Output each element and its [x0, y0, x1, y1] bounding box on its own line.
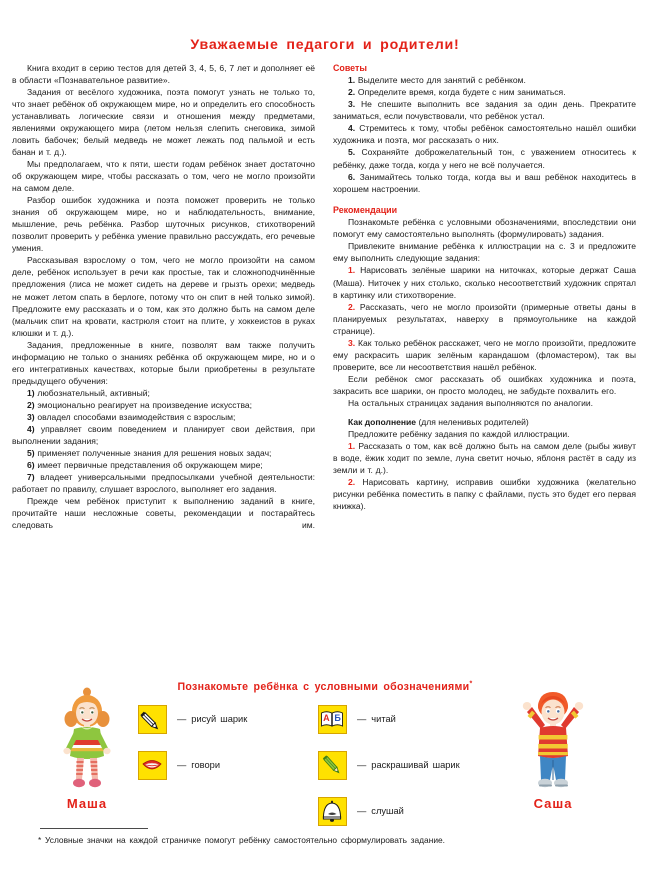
right-column	[333, 62, 636, 513]
legend-text: слушай	[371, 806, 404, 816]
sovety-item	[333, 122, 636, 146]
sovety-item-text: Занимайтесь только тогда, когда вы и ваш ребёнок находитесь в хорошем настроении.	[333, 171, 636, 194]
footnote-text: Условные значки на каждой страничке помогут ребёнку самостоятельно сформулировать задание.	[41, 835, 446, 845]
legend-dash: —	[357, 714, 367, 724]
legend-group-left	[138, 696, 247, 788]
list-item-number: 4)	[27, 424, 35, 435]
paragraph: Познакомьте ребёнка с условными обозначениями, впоследствии они помогут ему самостоятельно выполнять (формулировать) задания.	[333, 217, 636, 240]
legend-text: раскрашивай шарик	[371, 760, 460, 770]
footnote-marker: *	[469, 680, 473, 688]
list-item	[12, 447, 315, 459]
list-item-number: 1)	[27, 387, 35, 398]
sovety-item	[333, 146, 636, 170]
paragraph: Мы предполагаем, что к пяти, шести годам ребёнок знает достаточно об окружающем мире, чтобы рассказать о том, чего не могло произойти на самом деле.	[12, 158, 315, 194]
dopolnenie-item-number: 2.	[348, 477, 356, 488]
two-column-body	[0, 62, 650, 532]
sovety-item-number: 6.	[348, 171, 356, 182]
legend-label	[357, 806, 404, 816]
sovety-item-number: 2.	[348, 87, 356, 98]
sovety-item	[333, 74, 636, 86]
girl-character	[50, 686, 124, 794]
list-item-text: применяет полученные знания для решения новых задач;	[37, 448, 272, 459]
rekomendacii-item-number: 2.	[348, 301, 356, 312]
rekomendacii-item	[333, 337, 636, 373]
rekomendacii-item-number: 3.	[348, 337, 356, 348]
boy-character	[511, 686, 595, 794]
paragraph: Книга входит в серию тестов для детей 3, 4, 5, 6, 7 лет и дополняет её в области «Познавательное развитие».	[12, 62, 315, 85]
left-column	[12, 62, 315, 532]
footnote-rule	[40, 828, 148, 829]
footnote	[38, 835, 618, 845]
sovety-item-number: 5.	[348, 147, 356, 158]
list-item	[12, 459, 315, 471]
character-sasha	[498, 686, 608, 811]
footnote-asterisk: *	[38, 835, 42, 845]
legend-row	[138, 742, 247, 788]
character-masha	[32, 686, 142, 811]
list-item-text: управляет своим поведением и планирует свои действия, при выполнении задания;	[12, 424, 315, 447]
bell-icon	[318, 797, 347, 826]
rekomendacii-item-text: Нарисовать зелёные шарики на ниточках, которые держат Саша (Маша). Ниточек у них столько, сколько несоответствий художник спрятал в картинку или стихотворение.	[333, 265, 636, 300]
sovety-item	[333, 171, 636, 195]
paragraph: Рассказывая взрослому о том, чего не могло произойти на самом деле, ребёнок использует в речи как простые, так и сложноподчинённые предложения (лиса не может сидеть на дереве и грызть орехи; медведь не может летом спать в берлоге, потому что он спит в ней только зимой). Предложите ему рассказать и о том, как это должно быть на самом деле (мальчик спит на кровати, кастрюля стоит на плите, у хоккеистов в руках клюшки и т. д.).	[12, 255, 315, 338]
dopolnenie-item	[333, 440, 636, 476]
character-name-masha: Маша	[66, 796, 108, 811]
rekomendacii-item	[333, 264, 636, 300]
legend-dash: —	[357, 760, 367, 770]
dopolnenie-item	[333, 476, 636, 512]
svg-text:А: А	[323, 712, 330, 723]
legend-label	[357, 714, 396, 724]
legend-text: читай	[371, 714, 396, 724]
character-name-sasha: Саша	[533, 796, 573, 811]
sovety-item-text: Сохраняйте доброжелательный тон, с уважением относитесь к ребёнку, даже тогда, когда у него не всё получается.	[333, 147, 636, 170]
dopolnenie-item-text: Рассказать о том, как всё должно быть на самом деле (рыбы живут в воде, ёжик ходит по земле, луна светит ночью, яблоня растёт в саду из земли и т. д.).	[333, 441, 637, 476]
list-item	[12, 471, 315, 495]
dopolnenie-heading: Как дополнение	[348, 417, 417, 428]
paragraph: Предложите ребёнку задания по каждой иллюстрации.	[348, 429, 570, 440]
paragraph: Задания, предложенные в книге, позволят вам также получить информацию не только о знаниях ребёнка об окружающем мире, но и о его интегративных качествах, которые были приобретены в результате предыдущего обучения:	[12, 339, 315, 386]
rekomendacii-item-text: Рассказать, чего не могло произойти (примерные ответы даны в планируемых результатах, наверху в прямоугольнике на каждой странице).	[333, 301, 636, 336]
rekomendacii-heading: Рекомендации	[333, 204, 398, 215]
open-book-icon	[318, 705, 347, 734]
page-title: Уважаемые педагоги и родители!	[190, 37, 460, 53]
sovety-item-number: 4.	[348, 123, 356, 134]
rekomendacii-item-text: Как только ребёнок расскажет, чего не могло произойти, предложите ему раскрасить шарик зелёным карандашом (фломастером), так вы проверите, все ли несоответствия нашёл ребёнок.	[333, 337, 637, 372]
sovety-item	[333, 98, 636, 122]
paragraph: На остальных страницах задания выполняются по аналогии.	[348, 397, 594, 408]
list-item-text: имеет первичные представления об окружающем мире;	[37, 460, 263, 471]
sovety-item-text: Выделите место для занятий с ребёнком.	[357, 75, 526, 86]
sovety-item	[333, 86, 636, 98]
dopolnenie-heading-line	[333, 416, 636, 428]
list-item-text: эмоционально реагирует на произведение искусства;	[37, 399, 253, 410]
rekomendacii-item	[333, 301, 636, 337]
legend-group-right	[318, 696, 460, 834]
sovety-item-text: Стремитесь к тому, чтобы ребёнок самостоятельно нашёл ошибки художника и поэта, мог рассказать о них.	[333, 123, 636, 146]
closing-paragraph: Прежде чем ребёнок приступит к выполнению заданий в книге, прочитайте наши несложные советы, рекомендации и постарайтесь следовать им.	[12, 496, 315, 531]
sovety-item-text: Не спешите выполнить все задания за один день. Прекратите заниматься, если почувствовали, что ребёнок устал.	[333, 99, 636, 122]
dopolnenie-item-number: 1.	[348, 441, 356, 452]
dopolnenie-heading-note: (для неленивых родителей)	[418, 417, 529, 428]
mouth-icon	[138, 751, 167, 780]
legend-label	[177, 760, 220, 770]
legend-label	[177, 714, 247, 724]
paragraph: Задания от весёлого художника, поэта помогут узнать не только то, что знает ребёнок об окружающем мире, но и определить его способность устанавливать логические связи и отношения между предметами, явлениями окружающего мира (летом нельзя слепить снеговика, зимой ловить бабочек; белый медведь не может лежать под пальмой и есть банан и т. д.).	[12, 86, 315, 157]
paragraph: Разбор ошибок художника и поэта поможет проверить не только знания об окружающем мире, но и наблюдательность, внимание, мышление, речь ребёнка. Разбор шуточных рисунков, стихотворений позволит проверить у ребёнка умение правильно рассуждать, его речевые умения.	[12, 195, 315, 254]
sovety-item-number: 3.	[348, 99, 356, 110]
list-item-text: любознательный, активный;	[37, 387, 150, 398]
legend-row	[318, 788, 460, 834]
list-item-number: 3)	[27, 411, 35, 422]
paragraph: Если ребёнок смог рассказать об ошибках художника и поэта, закрасить все шарики, он просто молодец, не забудьте похвалить его.	[333, 373, 636, 396]
legend-text: говори	[191, 760, 221, 770]
list-item	[12, 387, 315, 399]
legend-row	[318, 742, 460, 788]
legend-row	[318, 696, 460, 742]
list-item	[12, 399, 315, 411]
dopolnenie-item-text: Нарисовать картину, исправив ошибки художника (желательно рисунки ребёнка поместить в папку с файлами, пусть это будет его первая книжка).	[333, 477, 636, 512]
list-item-number: 6)	[27, 460, 35, 471]
sovety-item-number: 1.	[348, 75, 356, 86]
list-item-number: 5)	[27, 448, 35, 459]
list-item-text: владеет универсальными предпосылками учебной деятельности: работает по правилу, слушает взрослого, выполняет его задания.	[12, 472, 315, 495]
symbol-panel-heading-text: Познакомьте ребёнка с условными обозначениями	[177, 681, 470, 693]
pencil-icon	[138, 705, 167, 734]
list-item	[12, 423, 315, 447]
legend-text: рисуй шарик	[191, 714, 248, 724]
sovety-item-text: Определите время, когда будете с ним заниматься.	[357, 87, 566, 98]
green-pencil-icon	[318, 751, 347, 780]
legend-label	[357, 760, 460, 770]
list-item-text: овладел способами взаимодействия с взрослым;	[37, 411, 236, 422]
list-item-number: 2)	[27, 399, 35, 410]
svg-text:Б: Б	[334, 712, 341, 723]
rekomendacii-item-number: 1.	[348, 265, 356, 276]
list-item	[12, 411, 315, 423]
symbol-legend-panel	[0, 678, 650, 848]
legend-dash: —	[357, 806, 367, 816]
book-page	[0, 38, 650, 894]
legend-dash: —	[177, 760, 187, 770]
list-item-number: 7)	[27, 472, 35, 483]
sovety-heading: Советы	[333, 62, 367, 73]
legend-row	[138, 696, 247, 742]
legend-dash: —	[177, 714, 187, 724]
paragraph: Привлеките внимание ребёнка к иллюстрации на с. 3 и предложите ему выполнить следующие задания:	[333, 241, 636, 264]
